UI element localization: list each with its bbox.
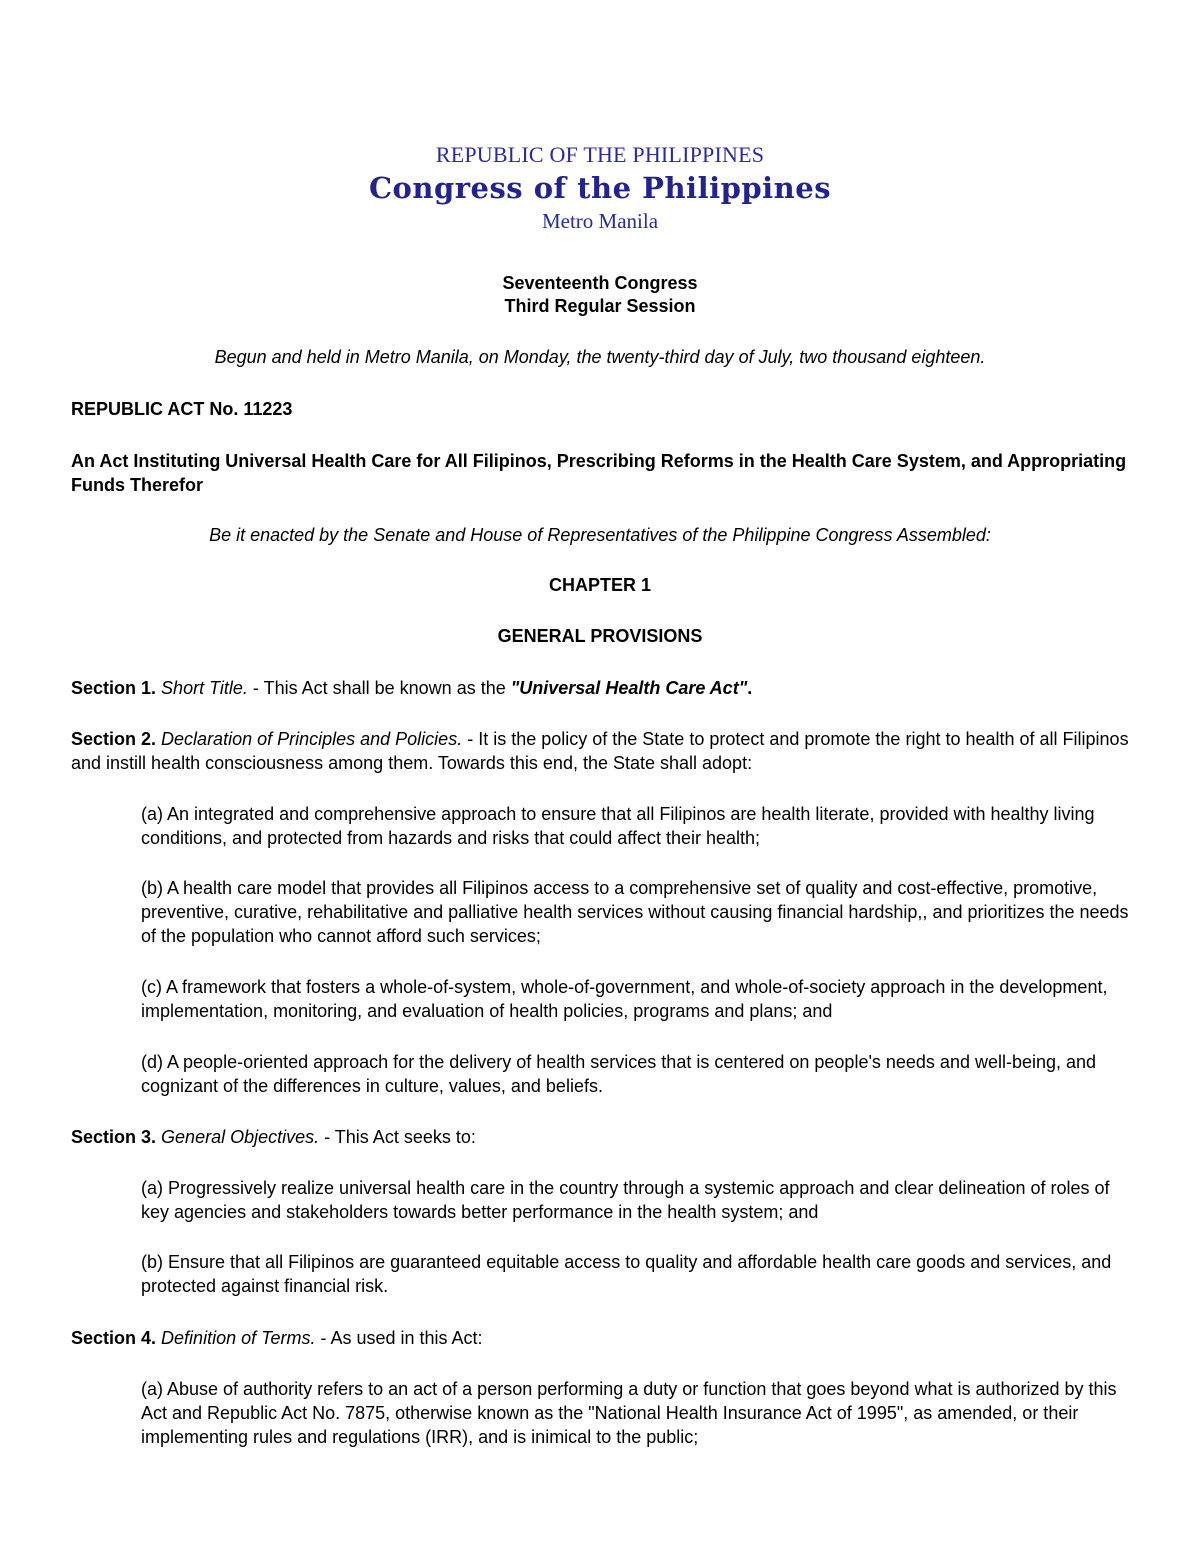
chapter-number: CHAPTER 1 (548, 575, 651, 595)
section-4-title: Definition of Terms. (161, 1328, 316, 1348)
section-3-item-a: (a) Progressively realize universal health care in the country through a systemic approach and clear delineation of roles of key agencies and stakeholders towards better performance in the health system; and (141, 1178, 1110, 1222)
section-3-item-b: (b) Ensure that all Filipinos are guaranteed equitable access to quality and affordable health care goods and services, and protected against financial risk. (141, 1252, 1112, 1296)
section-2-label: Section 2. (71, 729, 157, 749)
section-2-item-d: (d) A people-oriented approach for the delivery of health services that is centered on people's needs and well-being, and cognizant of the differences in culture, values, and beliefs. (141, 1052, 1097, 1096)
section-2-text: - It is the policy of the State to protect and promote the right to health of all Filipinos and instill health consciousness among them. Towards this end, the State shall adopt: (71, 729, 1129, 773)
congress-name: Seventeenth Congress (502, 273, 698, 293)
section-1 (71, 676, 1131, 700)
section-1-end: . (747, 678, 753, 698)
section-1-emphasis: "Universal Health Care Act" (510, 678, 748, 698)
section-2-item-c: (c) A framework that fosters a whole-of-system, whole-of-government, and whole-of-society approach in the development, implementation, monitoring, and evaluation of health policies, programs and plans; and (141, 977, 1108, 1021)
act-number: REPUBLIC ACT No. 11223 (71, 399, 293, 419)
masthead-location: Metro Manila (541, 209, 659, 233)
session-block (0, 272, 1200, 318)
section-4-label: Section 4. (71, 1328, 157, 1348)
section-4-text: - As used in this Act: (315, 1328, 483, 1348)
section-3 (71, 1125, 1131, 1149)
act-title: An Act Instituting Universal Health Care for All Filipinos, Prescribing Reforms in the Health Care System, and Appropriating Funds Therefor (71, 451, 1127, 495)
regular-session: Third Regular Session (504, 296, 696, 316)
begun-line: Begun and held in Metro Manila, on Monday, the twenty-third day of July, two thousand eighteen. (214, 347, 986, 367)
masthead-congress: Congress of the Philippines (368, 171, 832, 205)
section-2 (71, 727, 1131, 775)
section-3-title: General Objectives. (161, 1127, 320, 1147)
section-2-item-b: (b) A health care model that provides all Filipinos access to a comprehensive set of quality and cost-effective, promotive, preventive, curative, rehabilitative and palliative health services without causing financial hardship,, and prioritizes the needs of the population who cannot afford such services; (141, 878, 1129, 946)
section-3-text: - This Act seeks to: (319, 1127, 476, 1147)
section-1-text: - This Act shall be known as the (247, 678, 511, 698)
enacting-clause: Be it enacted by the Senate and House of Representatives of the Philippine Congress Assembled: (209, 525, 991, 545)
chapter-heading: GENERAL PROVISIONS (497, 626, 703, 646)
masthead-republic: REPUBLIC OF THE PHILIPPINES (435, 142, 765, 167)
masthead (0, 140, 1200, 236)
section-1-title: Short Title. (161, 678, 248, 698)
section-2-title: Declaration of Principles and Policies. (161, 729, 463, 749)
section-1-label: Section 1. (71, 678, 157, 698)
section-4-item-a: (a) Abuse of authority refers to an act of a person performing a duty or function that goes beyond what is authorized by this Act and Republic Act No. 7875, otherwise known as the "National Health Insurance Act of 1995", as amended, or their implementing rules and regulations (IRR), and is inimical to the public; (141, 1379, 1117, 1447)
section-2-item-a: (a) An integrated and comprehensive approach to ensure that all Filipinos are health literate, provided with healthy living conditions, and protected from hazards and risks that could affect their health; (141, 804, 1095, 848)
section-3-label: Section 3. (71, 1127, 157, 1147)
section-4 (71, 1326, 1131, 1350)
